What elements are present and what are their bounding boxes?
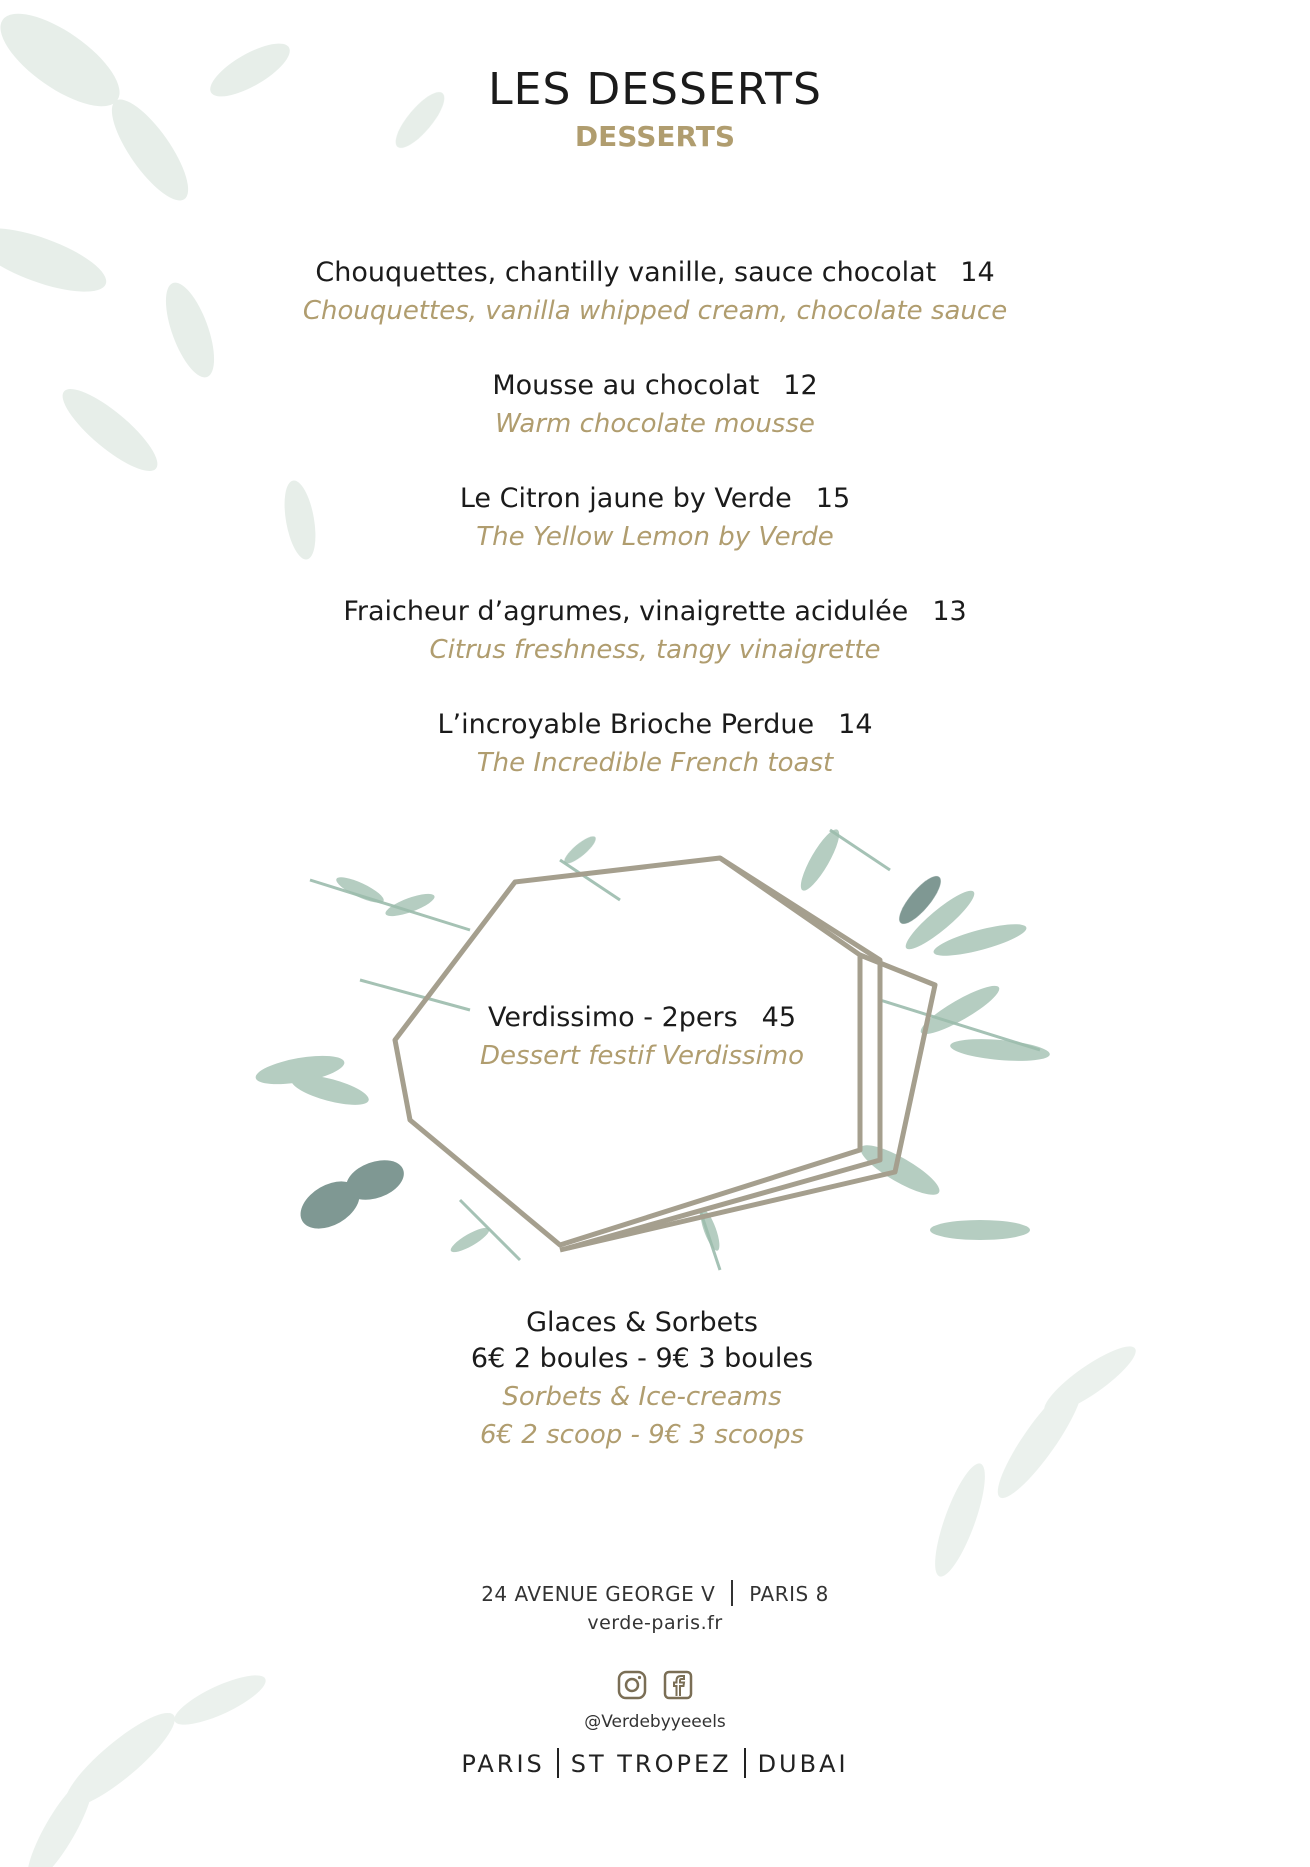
item-name-fr: Chouquettes, chantilly vanille, sauce chocolat: [315, 257, 937, 288]
featured-item: [392, 1000, 892, 1074]
item-name-fr: Le Citron jaune by Verde: [459, 483, 792, 514]
city-divider: [744, 1748, 746, 1778]
item-name-fr: Fraicheur d’agrumes, vinaigrette acidulée: [343, 596, 909, 627]
item-name-en: Citrus freshness, tangy vinaigrette: [429, 635, 881, 665]
page-subtitle: DESSERTS: [574, 120, 736, 153]
menu-header: [0, 64, 1310, 154]
item-name-fr: Mousse au chocolat: [492, 370, 760, 401]
address-divider: [731, 1580, 733, 1606]
street-address: 24 AVENUE GEORGE V: [481, 1582, 716, 1606]
city-dubai: DUBAI: [757, 1750, 849, 1778]
ice-prices-en: 6€ 2 scoop - 9€ 3 scoops: [479, 1420, 805, 1450]
city-st-tropez: ST TROPEZ: [570, 1750, 732, 1778]
ice-prices: 6€ 2 boules - 9€ 3 boules: [470, 1343, 814, 1374]
ice-title: Glaces & Sorbets: [526, 1307, 758, 1338]
item-name-en: The Incredible French toast: [476, 748, 834, 778]
address-block: [0, 1580, 1310, 1634]
social-block: [0, 1670, 1310, 1732]
menu-item: [0, 594, 1310, 668]
item-name-en: Chouquettes, vanilla whipped cream, chocolate sauce: [302, 296, 1008, 326]
city-address: PARIS 8: [749, 1582, 829, 1606]
page-title: LES DESSERTS: [488, 64, 822, 115]
menu-item: [0, 255, 1310, 329]
menu-item: [0, 707, 1310, 781]
item-price: 15: [815, 483, 851, 514]
menu-item: [0, 368, 1310, 442]
item-price: 14: [838, 709, 873, 740]
item-name-en: Warm chocolate mousse: [495, 409, 815, 439]
website-link[interactable]: verde-paris.fr: [587, 1612, 723, 1634]
ice-cream-section: [392, 1305, 892, 1453]
featured-name-en: Dessert festif Verdissimo: [479, 1041, 804, 1071]
city-divider: [557, 1748, 559, 1778]
item-price: 13: [932, 596, 967, 627]
item-price: 12: [783, 370, 818, 401]
social-handle[interactable]: @Verdebyyeeels: [584, 1712, 726, 1732]
facebook-icon[interactable]: [663, 1670, 693, 1700]
locations-list: [0, 1748, 1310, 1778]
item-name-en: The Yellow Lemon by Verde: [476, 522, 834, 552]
menu-item: [0, 481, 1310, 555]
featured-name-fr: Verdissimo - 2pers: [487, 1002, 738, 1033]
item-price: 14: [960, 257, 995, 288]
featured-price: 45: [761, 1002, 797, 1033]
item-name-fr: L’incroyable Brioche Perdue: [437, 709, 815, 740]
instagram-icon[interactable]: [617, 1670, 647, 1700]
city-paris: PARIS: [461, 1750, 545, 1778]
ice-title-en: Sorbets & Ice-creams: [502, 1382, 782, 1412]
